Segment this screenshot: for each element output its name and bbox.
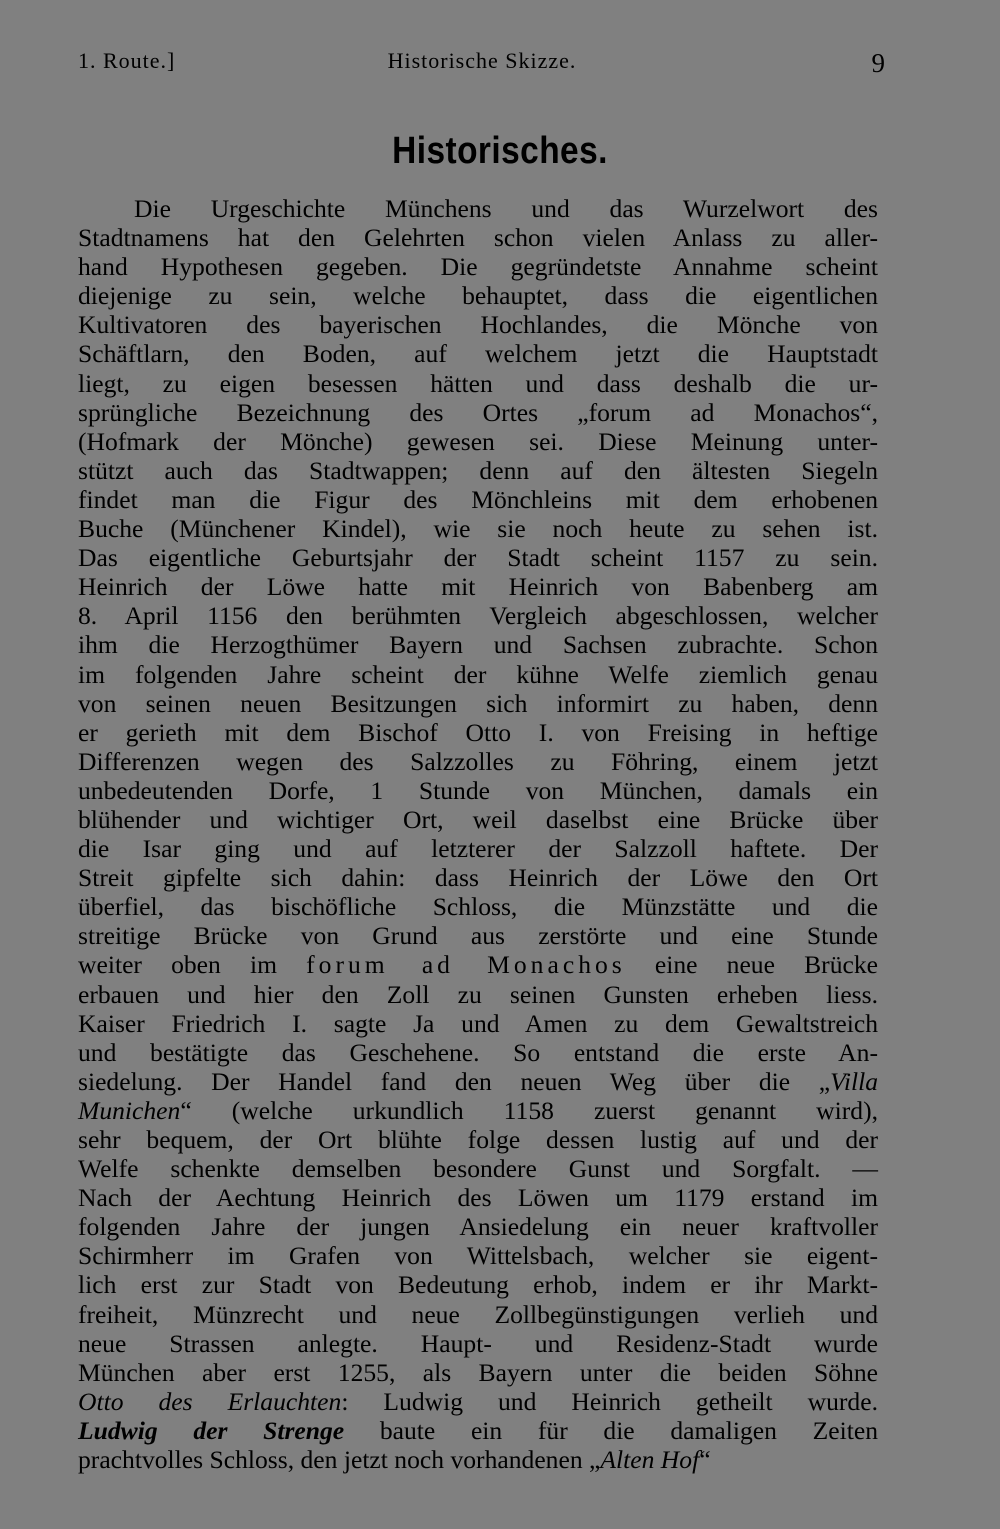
text-segment: baute ein für die damaligen Zeiten: [344, 1415, 878, 1445]
text-segment: : Ludwig und Heinrich getheilt wurde.: [341, 1386, 878, 1416]
section-title: Historisches.: [392, 130, 608, 172]
text-line: [78, 1096, 878, 1125]
text-segment: von seinen neuen Besitzungen sich informirt zu haben, denn: [78, 688, 878, 718]
emphasis-text: Villa: [830, 1066, 878, 1096]
text-segment: Das eigentliche Geburtsjahr der Stadt scheint 1157 zu sein.: [78, 543, 878, 573]
text-segment: Kaiser Friedrich I. sagte Ja und Amen zu dem Gewaltstreich: [78, 1008, 878, 1038]
text-segment: streitige Brücke von Grund aus zerstörte und eine Stunde: [78, 921, 878, 951]
text-line: [78, 892, 878, 921]
text-line: [78, 1212, 878, 1241]
text-line: [78, 660, 878, 689]
text-segment: Welfe schenkte demselben besondere Gunst und Sorgfalt. —: [78, 1154, 878, 1184]
text-segment: Schirmherr im Grafen von Wittelsbach, welcher sie eigent-: [78, 1241, 878, 1271]
text-line: [78, 252, 878, 281]
text-segment: lich erst zur Stadt von Bedeutung erhob, indem er ihr Markt-: [78, 1270, 878, 1300]
text-segment: weiter oben im: [78, 950, 307, 980]
text-segment: München aber erst 1255, als Bayern unter die beiden Söhne: [78, 1357, 878, 1387]
text-segment: diejenige zu sein, welche behauptet, dass die eigentlichen: [78, 281, 878, 311]
text-line: [78, 1241, 878, 1270]
body-text: [78, 194, 878, 1474]
running-head-title: Historische Skizze.: [387, 48, 577, 73]
text-line: [78, 1009, 878, 1038]
text-segment: neue Strassen anlegte. Haupt- und Residenz-Stadt wurde: [78, 1328, 878, 1358]
running-head: [78, 48, 886, 78]
text-line: [78, 485, 878, 514]
text-segment: Buche (Münchener Kindel), wie sie noch heute zu sehen ist.: [78, 514, 878, 544]
text-line: [78, 863, 878, 892]
text-line: [78, 1154, 878, 1183]
text-line: [78, 543, 878, 572]
text-segment: liegt, zu eigen besessen hätten und dass deshalb die ur-: [78, 368, 878, 398]
text-line: [78, 921, 878, 950]
emphasis-text: forum ad Monachos: [306, 950, 626, 980]
text-line: [78, 1125, 878, 1154]
text-segment: Streit gipfelte sich dahin: dass Heinrich der Löwe den Ort: [78, 863, 878, 893]
text-line: [78, 1067, 878, 1096]
text-segment: folgenden Jahre der jungen Ansiedelung ein neuer kraftvoller: [78, 1212, 878, 1242]
text-line: [78, 1270, 878, 1299]
text-segment: im folgenden Jahre scheint der kühne Welfe ziemlich genau: [78, 659, 878, 689]
text-segment: blühender und wichtiger Ort, weil daselbst eine Brücke über: [78, 804, 878, 834]
text-segment: “ (welche urkundlich 1158 zuerst genannt wird),: [180, 1095, 878, 1125]
running-head-route: 1. Route.]: [78, 48, 176, 73]
text-segment: überfiel, das bischöfliche Schloss, die Münzstätte und die: [78, 892, 878, 922]
text-segment: Differenzen wegen des Salzzolles zu Föhring, einem jetzt: [78, 746, 878, 776]
text-line: [78, 630, 878, 659]
text-segment: sehr bequem, der Ort blühte folge dessen lustig auf und der: [78, 1125, 878, 1154]
text-segment: findet man die Figur des Mönchleins mit dem erhobenen: [78, 484, 878, 514]
text-segment: erbauen und hier den Zoll zu seinen Gunsten erheben liess.: [78, 979, 878, 1009]
text-segment: Die Urgeschichte Münchens und das Wurzelwort des: [134, 194, 878, 223]
text-segment: Kultivatoren des bayerischen Hochlandes, die Mönche von: [78, 310, 878, 340]
text-segment: eine neue Brücke: [625, 950, 879, 980]
text-line: [78, 1183, 878, 1212]
text-line: [78, 776, 878, 805]
text-line: [78, 718, 878, 747]
text-segment: er gerieth mit dem Bischof Otto I. von Freising in heftige: [78, 717, 878, 747]
text-line: [78, 1358, 878, 1387]
text-segment: Nach der Aechtung Heinrich des Löwen um 1179 erstand im: [78, 1183, 878, 1213]
text-line: [78, 1329, 878, 1358]
text-line: [78, 805, 878, 834]
text-segment: und bestätigte das Geschehene. So entstand die erste An-: [78, 1037, 878, 1067]
text-segment: Schäftlarn, den Boden, auf welchem jetzt die Hauptstadt: [78, 339, 878, 369]
text-line: [78, 310, 878, 339]
text-line: [78, 747, 878, 776]
text-segment: “: [699, 1445, 711, 1475]
text-segment: Stadtnamens hat den Gelehrten schon vielen Anlass zu aller-: [78, 223, 878, 253]
text-line: [78, 369, 878, 398]
emphasis-text: Alten Hof: [600, 1445, 700, 1475]
text-segment: unbedeutenden Dorfe, 1 Stunde von München, damals ein: [78, 775, 878, 805]
text-line: [78, 1445, 878, 1474]
text-line: [78, 427, 878, 456]
emphasis-text: Munichen: [78, 1095, 181, 1125]
text-line: [78, 456, 878, 485]
text-segment: prachtvolles Schloss, den jetzt noch vorhandenen „: [78, 1445, 601, 1475]
text-line: [78, 398, 878, 427]
text-line: [78, 1387, 878, 1416]
text-segment: die Isar ging und auf letzterer der Salzzoll haftete. Der: [78, 834, 878, 864]
text-segment: Heinrich der Löwe hatte mit Heinrich von Babenberg am: [78, 572, 878, 602]
emphasis-text: Otto des Erlauchten: [78, 1386, 342, 1416]
text-line: [78, 950, 878, 979]
text-line: [78, 572, 878, 601]
text-segment: stützt auch das Stadtwappen; denn auf den ältesten Siegeln: [78, 455, 878, 485]
text-segment: (Hofmark der Mönche) gewesen sei. Diese Meinung unter-: [78, 426, 878, 456]
emphasis-text: Ludwig der Strenge: [78, 1415, 345, 1445]
text-line: [78, 514, 878, 543]
text-segment: hand Hypothesen gegeben. Die gegründetste Annahme scheint: [78, 252, 878, 282]
page-number: 9: [871, 48, 886, 78]
text-line: [78, 194, 878, 223]
text-line: [78, 1416, 878, 1445]
text-segment: 8. April 1156 den berühmten Vergleich abgeschlossen, welcher: [78, 601, 878, 631]
text-segment: siedelung. Der Handel fand den neuen Weg über die „: [78, 1066, 831, 1096]
text-segment: sprüngliche Bezeichnung des Ortes „forum ad Monachos“,: [78, 397, 878, 427]
text-segment: freiheit, Münzrecht und neue Zollbegünstigungen verlieh und: [78, 1299, 878, 1329]
text-segment: ihm die Herzogthümer Bayern und Sachsen zubrachte. Schon: [78, 630, 878, 660]
text-line: [78, 689, 878, 718]
text-line: [78, 1038, 878, 1067]
text-line: [78, 601, 878, 630]
text-line: [78, 339, 878, 368]
text-line: [78, 834, 878, 863]
text-line: [78, 980, 878, 1009]
text-line: [78, 1300, 878, 1329]
text-line: [78, 223, 878, 252]
text-line: [78, 281, 878, 310]
